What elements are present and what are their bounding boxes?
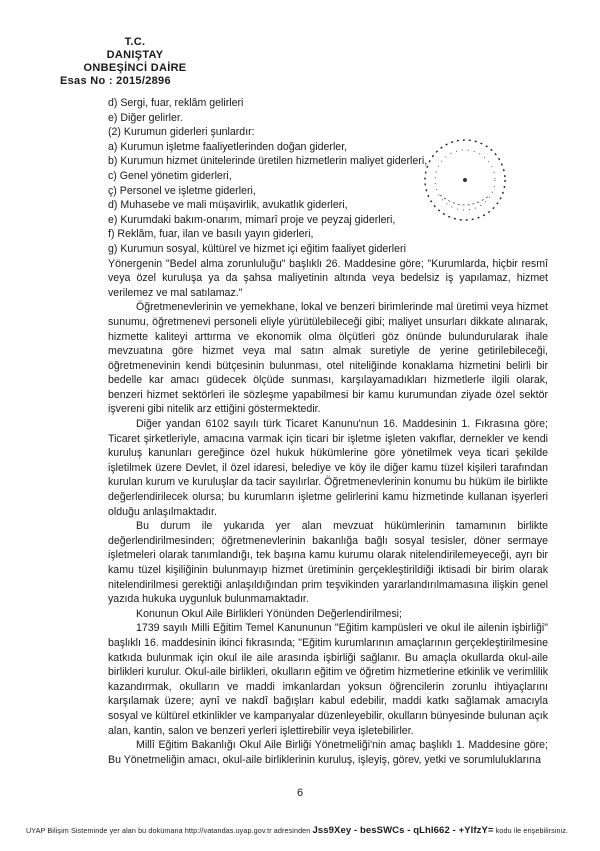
list-item: e) Kurumdaki bakım-onarım, mimarî proje ve peyzaj giderleri, [108,213,396,226]
list-item: e) Diğer gelirler. [108,111,183,124]
section-heading: Konunun Okul Aile Birlikleri Yönünden Değerlendirilmesi; [136,607,402,620]
paragraph: Millî Eğitim Bakanlığı Okul Aile Birliği Yönetmeliği'nin amaç başlıklı 1. Maddesine göre; Bu Yönetmeliğin amacı, okul-aile birliklerinin kuruluş, işleyiş, görev, yetki ve sorumluluklarına [108,739,548,766]
page-number: 6 [296,787,304,799]
list-item: d) Sergi, fuar, reklâm gelirleri [108,97,244,109]
paragraph: Bu durum ile yukarıda yer alan mevzuat hükümlerinin tamamının birlikte değerlendirilmesinden; öğretmenevlerinin bakanlığa bağlı sosyal tesisler, döner sermaye işletmeleri olarak tanımlandığı, tek başına kamu kurumu olarak nitelendirilemeyeceği, ayrı bir kamu tüzel kişiliğinin bulunmayıp hizmet üretiminin gerçekleştirildiği iktisadi bir birim olarak nitelendirilmesi gerektiği anlaşıldığından prim teşvikinden yararlandırılmamasına ilişkin genel yazıda hukuka uygunluk bulunmamaktadır. [108,520,548,606]
paragraph: 1739 sayılı Milli Eğitim Temel Kanununun "Eğitim kampüsleri ve okul ile ailenin işbirliği" başlıklı 16. maddesinin ikinci fıkrasında; "Eğitim kurumlarının amaçlarının gerçekleştirilmesine katkıda bulunmak için okul ile aile arasında işbirliği sağlanır. Bu amaçla okullarda okul-aile birlikleri kurulur. Okul-aile birlikleri, okulların eğitim ve öğretim hizmetlerine etkinlik ve verimlilik kazandırmak, okulların ve maddi imkanlardan yoksun öğrencilerin zorunlu ihtiyaçlarını karşılamak üzere; aynî ve nakdî bağışları kabul edebilir, maddi katkı sağlamak amacıyla sosyal ve kültürel etkinlikler ve kampanyalar düzenleyebilir, okulların bünyesinde bulunan açık alan, kantin, salon ve benzeri yerleri işlettirebilir veya işletebilirler. [108,622,548,737]
list-item: b) Kurumun hizmet ünitelerinde üretilen hizmetlerin maliyet giderleri, [108,155,428,168]
list-item: g) Kurumun sosyal, kültürel ve hizmet içi eğitim faaliyet giderleri [108,242,406,255]
list-item: f) Reklâm, fuar, ilan ve basılı yayın giderleri, [108,228,314,241]
paragraph: Diğer yandan 6102 sayılı türk Ticaret Kanunu'nun 16. Maddesinin 1. Fıkrasına göre; Ticaret şirketleriyle, amacına varmak için ticari bir işletme işleten vakıflar, dernekler ve kendi kuruluş kanunları gereğince özel hukuk hükümlerine göre yönetilmek veya ticari şekilde işletilmek üzere Devlet, il özel idaresi, belediye ve köy ile diğer kamu tüzel kişileri tarafından kurulan kurum ve kuruluşlar da tacir sayılırlar. Öğretmenevlerinin konumu bu hüküm ile birlikte değerlendirilecek olursa; bu kurumların işletme gelirlerini kamu hizmetinde kullanan işyerleri olduğu anlaşılmaktadır. [108,418,548,518]
verification-footer [26,825,568,836]
list-item: a) Kurumun işletme faaliyetlerinden doğan giderler, [108,140,348,153]
case-number: Esas No : 2015/2896 [60,75,171,87]
paragraph: Yönergenin "Bedel alma zorunluluğu" başlıklı 26. Maddesine göre; "Kurumlarda, hiçbir resmî veya özel kuruluşa ya da şahsa maliyetinin altında veya bedelsiz iş yapılamaz, hizmet verilemez ve mal satılamaz." [108,257,548,299]
verification-code: Jss9Xey - besSWCs - qLhl662 - +YlfzY= [312,825,494,836]
paragraph: Öğretmenevlerinin ve yemekhane, lokal ve benzeri birimlerinde mal üretimi veya hizmet sunumu, öğretmenevi personeli eliyle yürütülebileceği gibi; maliyet unsurları dikkate alınarak, hizmette kaliteyi arttırma ve ekonomik olma ölçütleri göz önünde bulundurularak ihale mevzuatına göre hizmet veya mal satın almak suretiyle de yerine getirilebileceği, öğretmenevinin kendi bütçesinin bulunması, otel niteliğinde konaklama hizmetini belirli bir bedelle kar amacı güdecek ölçüde sunması, karşılayamadıkları hizmetlerle ilgili olarak, benzeri hizmet sektörleri ile sözleşme yapabilmesi bir kamu kurumundan ziyade özel sektör işvereni gibi nitelik arz ettiğini göstermektedir. [108,301,548,416]
list-item: d) Muhasebe ve mali müşavirlik, avukatlık giderleri, [108,199,348,212]
document-body [108,96,548,767]
footer-text-end: kodu ile erişebilirsiniz. [495,826,569,835]
header-court: DANIŞTAY [106,49,164,61]
list-item: (2) Kurumun giderleri şunlardır: [108,126,255,139]
list-item: c) Genel yönetim giderleri, [108,169,232,182]
header-chamber: ONBEŞİNCİ DAİRE [83,62,187,74]
income-expense-list [108,96,548,257]
document-header [60,36,210,88]
list-item: ç) Personel ve işletme giderleri, [108,184,256,197]
footer-text: UYAP Bilişim Sisteminde yer alan bu dokümana http://vatandas.uyap.gov.tr adresinden [26,826,311,835]
header-tc: T.C. [124,36,146,48]
